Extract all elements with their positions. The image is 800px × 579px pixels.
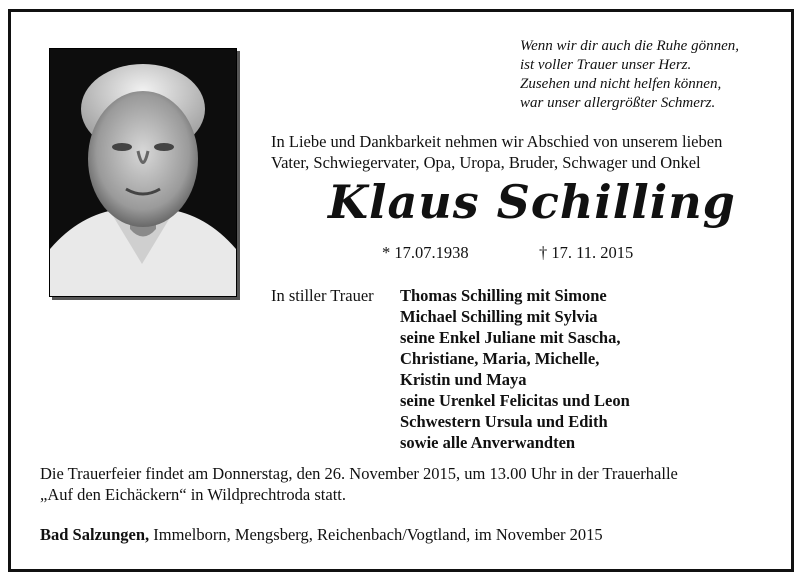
death-date: † 17. 11. 2015 [539,243,634,262]
mourner-line: Kristin und Maya [400,370,527,389]
mourner-line: seine Enkel Juliane mit Sascha, [400,328,621,347]
intro-line: Vater, Schwiegervater, Opa, Uropa, Bruder, Schwager und Onkel [271,153,701,172]
portrait-photo [49,48,237,297]
place-date-line [40,525,603,545]
mourner-line: Michael Schilling mit Sylvia [400,307,598,326]
intro-line: In Liebe und Dankbarkeit nehmen wir Abschied von unserem lieben [271,132,723,151]
mourner-line: Schwestern Ursula und Edith [400,412,608,431]
poem-line: war unser allergrößter Schmerz. [520,95,716,111]
poem-line: ist voller Trauer unser Herz. [520,57,692,73]
funeral-line: „Auf den Eichäckern“ in Wildprechtroda statt. [40,485,346,504]
poem-line: Wenn wir dir auch die Ruhe gönnen, [520,38,740,54]
mourners-list [400,285,630,453]
place-main: Bad Salzungen, [40,525,150,544]
birth-date: * 17.07.1938 [382,243,469,262]
mourner-line: sowie alle Anverwandten [400,433,576,452]
funeral-info [40,463,678,505]
poem-line: Zusehen und nicht helfen können, [520,76,722,92]
place-rest: Immelborn, Mengsberg, Reichenbach/Vogtland, im November 2015 [149,525,603,544]
intro-text [271,131,791,173]
funeral-line: Die Trauerfeier findet am Donnerstag, den 26. November 2015, um 13.00 Uhr in der Trauerhalle [40,464,678,483]
deceased-name: Klaus Schilling [328,175,736,229]
mourner-line: Christiane, Maria, Michelle, [400,349,600,368]
mourner-line: Thomas Schilling mit Simone [400,286,607,305]
poem [520,37,780,113]
mourning-label: In stiller Trauer [271,286,374,305]
mourner-line: seine Urenkel Felicitas und Leon [400,391,630,410]
